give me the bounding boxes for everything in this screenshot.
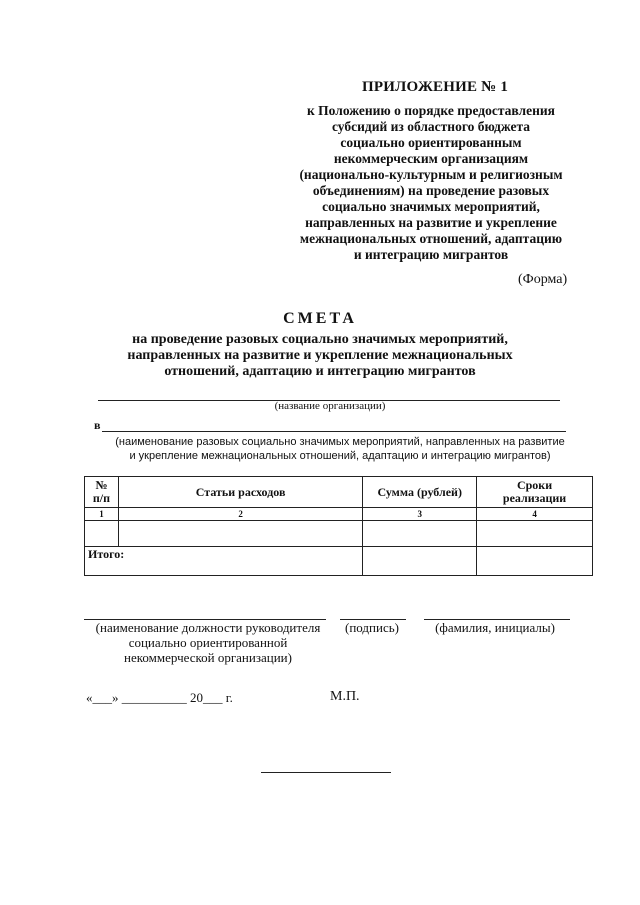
signature-caption: (подпись) xyxy=(345,620,399,635)
position-caption-line: (наименование должности руководителя xyxy=(95,620,321,635)
caption-line: и укрепление межнациональных отношений, адаптацию и интеграцию мигрантов) xyxy=(129,450,551,462)
position-caption xyxy=(88,620,328,665)
budget-table xyxy=(84,476,593,576)
date-field[interactable]: «___» __________ 20___ г. xyxy=(86,690,233,705)
table-column-number-row xyxy=(85,508,593,521)
table-cell[interactable] xyxy=(85,521,119,547)
appendix-reference xyxy=(282,103,580,263)
subtitle-line: отношений, адаптацию и интеграцию мигрантов xyxy=(164,364,476,379)
event-prefix: в xyxy=(94,418,101,432)
total-label: Итого: xyxy=(85,547,363,576)
header-terms xyxy=(477,477,593,508)
caption-line: (наименование разовых социально значимых мероприятий, направленных на развитие xyxy=(115,436,565,448)
appendix-line: (национально-культурным и религиозным xyxy=(299,167,563,182)
appendix-line: объединениям) на проведение разовых xyxy=(312,183,550,198)
col-number: 3 xyxy=(363,508,477,521)
position-caption-line: некоммерческой организации) xyxy=(124,650,292,665)
col-number: 4 xyxy=(477,508,593,521)
appendix-line: и интеграцию мигрантов xyxy=(353,247,509,262)
table-header-row xyxy=(85,477,593,508)
appendix-line: социально значимых мероприятий, xyxy=(322,199,540,214)
appendix-line: некоммерческим организациям xyxy=(333,151,529,166)
table-total-row xyxy=(85,547,593,576)
appendix-title: ПРИЛОЖЕНИЕ № 1 xyxy=(362,79,509,95)
header-items: Статьи расходов xyxy=(118,477,362,508)
appendix-line: направленных на развитие и укрепление xyxy=(305,215,557,230)
col-number: 2 xyxy=(118,508,362,521)
document-subtitle xyxy=(100,332,540,380)
header-terms-line: реализации xyxy=(502,491,567,505)
header-terms-line: Сроки xyxy=(516,478,553,492)
header-num xyxy=(85,477,119,508)
total-sum-cell[interactable] xyxy=(363,547,477,576)
footer-divider xyxy=(261,772,391,773)
total-terms-cell[interactable] xyxy=(477,547,593,576)
stamp-place: М.П. xyxy=(330,689,360,704)
form-label: (Форма) xyxy=(518,272,568,287)
table-row xyxy=(85,521,593,547)
table-cell[interactable] xyxy=(118,521,362,547)
appendix-line: к Положению о порядке предоставления xyxy=(307,103,555,118)
event-name-field-line[interactable] xyxy=(102,431,566,432)
event-name-caption xyxy=(110,435,570,463)
header-num-line: № xyxy=(95,478,108,492)
fullname-caption: (фамилия, инициалы) xyxy=(435,620,555,635)
appendix-line: социально ориентированным xyxy=(340,135,522,150)
position-caption-line: социально ориентированной xyxy=(128,635,288,650)
col-number: 1 xyxy=(85,508,119,521)
table-cell[interactable] xyxy=(363,521,477,547)
subtitle-line: на проведение разовых социально значимых мероприятий, xyxy=(132,332,508,347)
header-num-line: п/п xyxy=(92,491,111,505)
subtitle-line: направленных на развитие и укрепление межнациональных xyxy=(127,348,513,363)
appendix-line: субсидий из областного бюджета xyxy=(331,119,531,134)
appendix-line: межнациональных отношений, адаптацию xyxy=(299,231,563,246)
document-title: СМЕТА xyxy=(283,310,357,327)
org-name-caption: (название организации) xyxy=(274,400,386,412)
header-sum: Сумма (рублей) xyxy=(363,477,477,508)
table-cell[interactable] xyxy=(477,521,593,547)
